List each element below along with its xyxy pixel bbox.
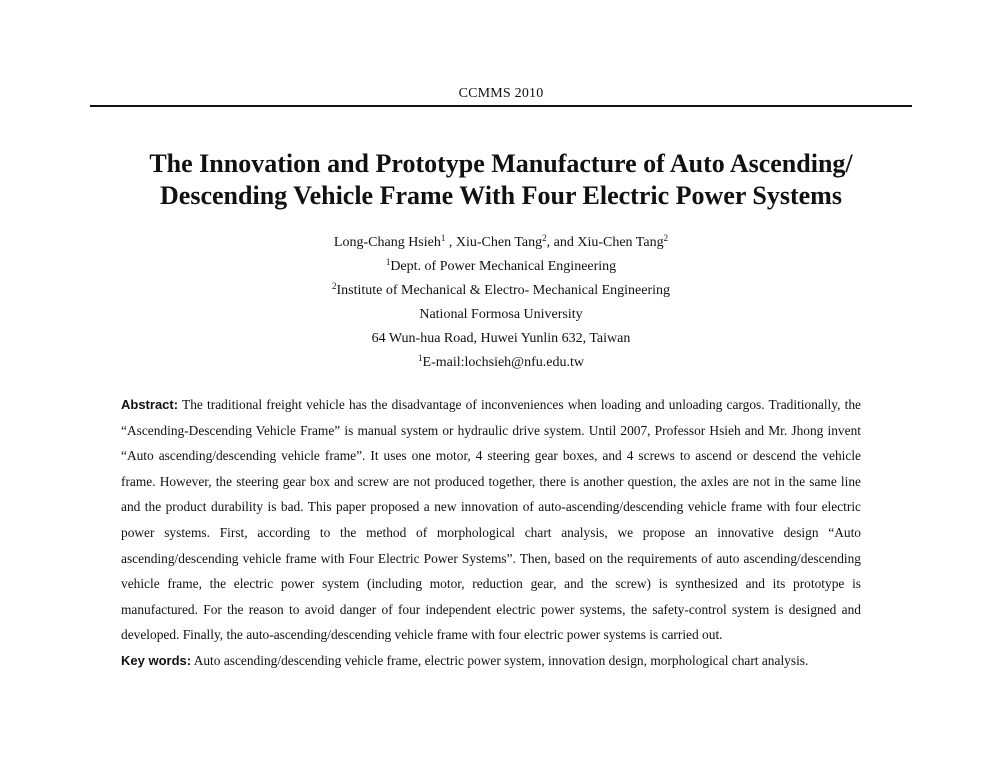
author-block xyxy=(90,231,912,375)
affiliation-address: 64 Wun-hua Road, Huwei Yunlin 632, Taiwan xyxy=(371,331,631,346)
affiliation-university: National Formosa University xyxy=(419,307,583,322)
affiliation-marker: 1 xyxy=(385,257,391,267)
keywords-label: Key words: xyxy=(121,652,192,668)
keywords-paragraph xyxy=(121,648,861,674)
abstract-text: The traditional freight vehicle has the disadvantage of inconveniences when loading and unloading cargos. Traditionally, the “Ascending-Descending Vehicle Frame” is manual system or hydraulic drive system. Until 2007, Professor Hsieh and Mr. Jhong invent “Auto ascending/descending vehicle frame”. It uses one motor, 4 steering gear boxes, and 4 screws to ascend or descend the vehicle frame. However, the steering gear box and screw are not produced together, there is another question, the axles are not in the same line and the product durability is bad. This paper proposed a new innovation of auto-ascending/descending vehicle frame with four electric power systems. First, according to the method of morphological chart analysis, we propose an innovative design “Auto ascending/descending vehicle frame with Four Electric Power Systems”. Then, based on the requirements of auto ascending/descending vehicle frame, the electric power system (including motor, reduction gear, and the screw) is synthesized and its prototype is manufactured. For the reason to avoid danger of four independent electric power systems, the safety-control system is designed and developed. Finally, the auto-ascending/descending vehicle frame with four electric power systems is carried out. xyxy=(121,397,862,643)
affiliation-marker: 2 xyxy=(663,233,669,243)
author-name: Xiu-Chen Tang xyxy=(455,235,543,250)
keywords-text: Auto ascending/descending vehicle frame, electric power system, innovation design, morphological chart analysis. xyxy=(193,652,809,668)
author-name: Long-Chang Hsieh xyxy=(333,235,441,250)
abstract-label: Abstract: xyxy=(121,397,179,412)
paper-title xyxy=(90,148,912,212)
author-separator: , and xyxy=(546,235,578,250)
title-line-2: Descending Vehicle Frame With Four Electric Power Systems xyxy=(160,181,842,210)
author-list xyxy=(90,231,912,255)
affiliation-marker: 1 xyxy=(440,233,446,243)
title-line-1: The Innovation and Prototype Manufacture of Auto Ascending/ xyxy=(149,149,853,178)
affiliation-dept xyxy=(90,255,912,279)
author-email xyxy=(90,351,912,375)
affiliation-marker: 2 xyxy=(542,233,547,243)
affiliation-institute xyxy=(90,279,912,303)
author-email-text: E-mail:lochsieh@nfu.edu.tw xyxy=(422,355,584,370)
running-head: CCMMS 2010 xyxy=(458,86,544,101)
author-separator: , xyxy=(445,235,456,250)
header-rule xyxy=(90,105,912,107)
affiliation-dept-text: Dept. of Power Mechanical Engineering xyxy=(390,259,617,274)
author-name: Xiu-Chen Tang xyxy=(577,235,664,250)
affiliation-marker: 1 xyxy=(418,353,423,363)
abstract-section xyxy=(121,392,861,674)
affiliation-institute-text: Institute of Mechanical & Electro- Mechanical Engineering xyxy=(336,283,671,298)
affiliation-marker: 2 xyxy=(331,281,337,291)
abstract-paragraph xyxy=(121,392,861,648)
